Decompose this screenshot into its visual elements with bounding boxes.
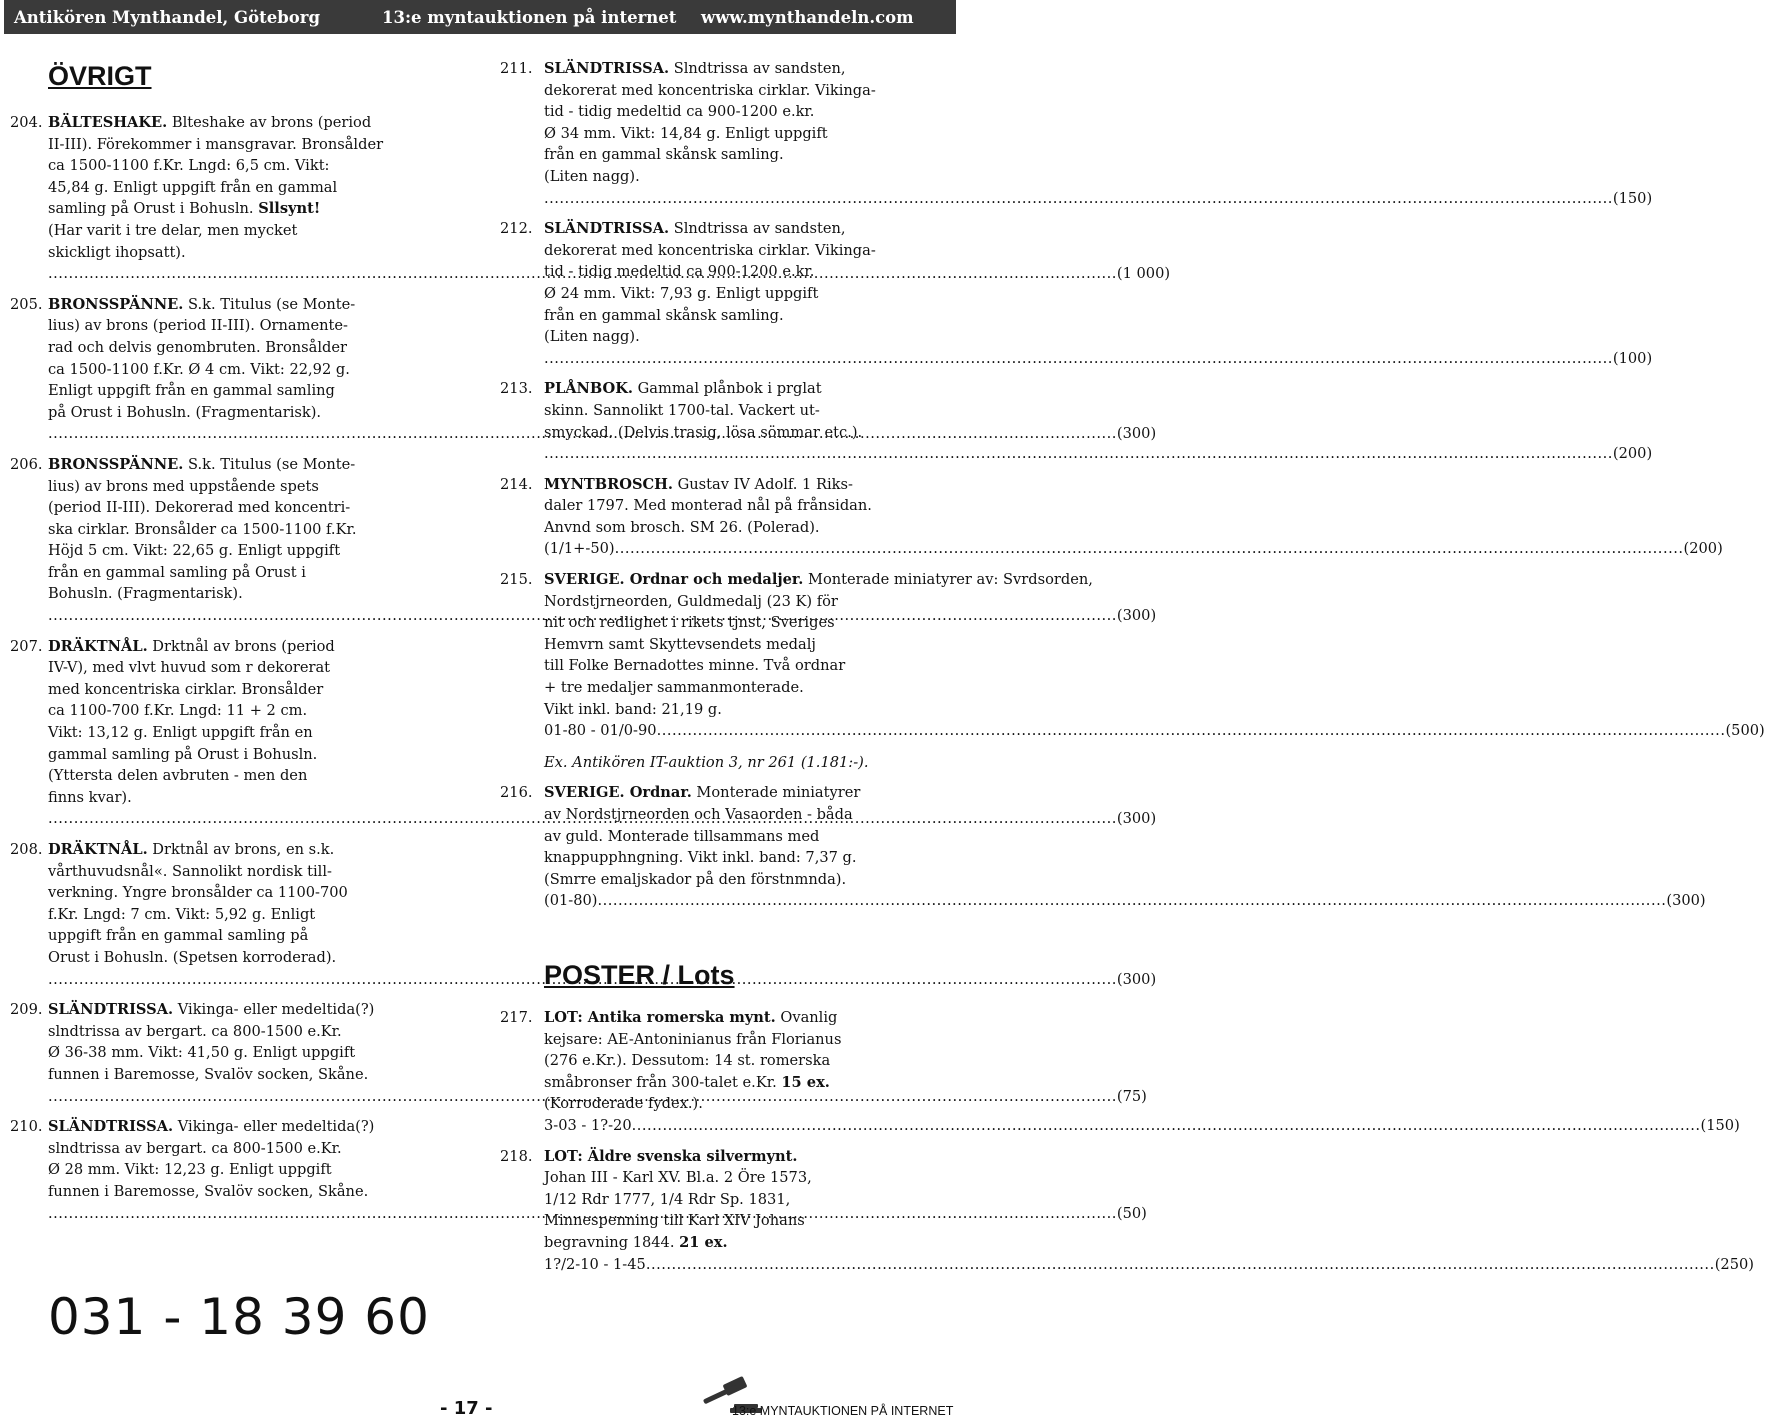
lot-estimate bbox=[544, 1254, 1754, 1276]
lot-line: skinn. Sannolikt 1700-tal. Vackert ut- bbox=[544, 401, 820, 419]
leader-dots bbox=[632, 1115, 1701, 1137]
lot-line: (Har varit i tre delar, men mycket bbox=[48, 221, 298, 239]
lot-text: begravning 1844. bbox=[544, 1233, 680, 1251]
lot-line: (276 e.Kr.). Dessutom: 14 st. romerska bbox=[544, 1052, 831, 1070]
leader-dots bbox=[597, 890, 1666, 912]
lot-number: 217. bbox=[500, 1008, 533, 1026]
lot-line: med koncentriska cirklar. Bronsålder bbox=[48, 680, 324, 698]
estimate-price: (200) bbox=[1683, 540, 1723, 558]
lot-line: (Yttersta delen avbruten - men den bbox=[48, 767, 308, 785]
lot-line: lius) av brons med uppstående spets bbox=[48, 477, 319, 495]
lot-description bbox=[544, 1007, 1740, 1137]
lot-line: lius) av brons (period II-III). Ornamente- bbox=[48, 317, 348, 335]
lot-line: Höjd 5 cm. Vikt: 22,65 g. Enligt uppgift bbox=[48, 542, 341, 560]
lot-line: (Liten nagg). bbox=[544, 328, 640, 346]
lot-line: slndtrissa av bergart. ca 800-1500 e.Kr. bbox=[48, 1139, 342, 1157]
lot-line: vårthuvudsnål«. Sannolikt nordisk till- bbox=[48, 862, 332, 880]
phone-number: 031 - 18 39 60 bbox=[48, 1288, 430, 1346]
lot-line: dekorerat med koncentriska cirklar. Vikinga- bbox=[544, 81, 876, 99]
section-title-poster-lots: POSTER / Lots bbox=[544, 959, 735, 990]
lot-number: 212. bbox=[500, 220, 533, 238]
lot-text: Vikinga- eller medeltida(?) bbox=[173, 1118, 375, 1136]
lot-line: Vikt: 13,12 g. Enligt uppgift från en bbox=[48, 724, 313, 742]
lot-text: Blteshake av brons (period bbox=[167, 114, 372, 131]
lot-line: Ø 34 mm. Vikt: 14,84 g. Enligt uppgift bbox=[544, 124, 828, 142]
page-number: - 17 - bbox=[440, 1398, 493, 1419]
lot-line bbox=[544, 1072, 1740, 1094]
lot-number: 204. bbox=[10, 114, 43, 131]
header-website: www.mynthandeln.com bbox=[701, 8, 914, 27]
lot-title: LOT: Äldre svenska silvermynt. bbox=[544, 1147, 798, 1165]
lot-line: Ø 24 mm. Vikt: 7,93 g. Enligt uppgift bbox=[544, 284, 819, 302]
lot-number: 214. bbox=[500, 475, 533, 493]
estimate-price: (200) bbox=[1612, 445, 1653, 463]
estimate-code: (01-80) bbox=[544, 892, 598, 910]
lot-line: på Orust i Bohusln. (Fragmentarisk). bbox=[48, 403, 322, 421]
lot-line: tid - tidig medeltid ca 900-1200 e.kr. bbox=[544, 263, 815, 281]
lot-line bbox=[544, 1007, 1740, 1029]
lot-text: samling på Orust i Bohusln. bbox=[48, 200, 259, 218]
lot-estimate bbox=[544, 538, 1723, 560]
lot-line: smyckad. (Delvis trasig, lösa sömmar etc.). bbox=[544, 423, 863, 441]
lot-description bbox=[544, 569, 1765, 773]
lot-line: (Smrre emaljskador på den förstnmnda). bbox=[544, 870, 847, 888]
header-auction-title: 13:e myntauktionen på internet bbox=[382, 8, 677, 27]
estimate-price: (150) bbox=[1700, 1116, 1740, 1134]
lot-number: 218. bbox=[500, 1147, 533, 1165]
estimate-code: (1/1+-50) bbox=[544, 540, 615, 558]
lot-description bbox=[544, 218, 1652, 369]
estimate-price: (150) bbox=[1612, 189, 1653, 207]
estimate-code: 01-80 - 01/0-90 bbox=[544, 722, 657, 740]
lot-line: + tre medaljer sammanmonterade. bbox=[544, 679, 804, 697]
estimate-code: 3-03 - 1?-20 bbox=[544, 1116, 632, 1134]
lot-text: Slndtrissa av sandsten, bbox=[669, 220, 846, 238]
estimate-price: (100) bbox=[1612, 349, 1653, 367]
estimate-price: (75) bbox=[1116, 1087, 1147, 1105]
estimate-price: (50) bbox=[1116, 1204, 1147, 1222]
lot-text: Gustav IV Adolf. 1 Riks- bbox=[672, 475, 853, 493]
lot-title: MYNTBROSCH. bbox=[544, 475, 673, 493]
leader-dots bbox=[544, 443, 1613, 465]
lot-line: verkning. Yngre bronsålder ca 1100-700 bbox=[48, 884, 348, 902]
lot-line: 45,84 g. Enligt uppgift från en gammal bbox=[48, 178, 338, 196]
lot-line bbox=[544, 218, 1652, 240]
lot-line bbox=[544, 378, 1652, 400]
lot-title: SLÄNDTRISSA. bbox=[544, 220, 670, 238]
estimate-price: (300) bbox=[1116, 970, 1157, 988]
lot-text: S.k. Titulus (se Monte- bbox=[183, 295, 356, 313]
lot-title: SVERIGE. Ordnar och medaljer. bbox=[544, 571, 804, 589]
lot-line: till Folke Bernadottes minne. Två ordnar bbox=[544, 657, 846, 675]
lot-line: ca 1500-1100 f.Kr. Ø 4 cm. Vikt: 22,92 g. bbox=[48, 360, 350, 378]
lot-line bbox=[544, 1146, 1754, 1168]
lot-number: 205. bbox=[10, 295, 43, 313]
page-header bbox=[4, 0, 956, 34]
lot-text: Gammal plånbok i prglat bbox=[632, 380, 822, 398]
lot-line: nit och redlighet i rikets tjnst, Sveriges bbox=[544, 614, 835, 632]
lot-line: tid - tidig medeltid ca 900-1200 e.kr. bbox=[544, 103, 815, 121]
lot-description bbox=[544, 474, 1723, 560]
lot-line: Minnespenning till Karl XIV Johans bbox=[544, 1212, 805, 1230]
lot-description bbox=[544, 782, 1706, 912]
leader-dots bbox=[646, 1254, 1715, 1276]
lot-text: Ovanlig bbox=[775, 1008, 838, 1026]
leader-dots bbox=[544, 348, 1613, 370]
lot-title: BÄLTESHAKE. bbox=[48, 114, 168, 131]
lot-line: Johan III - Karl XV. Bl.a. 2 Öre 1573, bbox=[544, 1169, 812, 1187]
lot-line bbox=[544, 782, 1706, 804]
footer-brand: 13:e MYNTAUKTIONEN PÅ INTERNET bbox=[732, 1404, 954, 1418]
lot-highlight: 21 ex. bbox=[679, 1233, 728, 1251]
section-title-ovrigt: ÖVRIGT bbox=[48, 61, 152, 91]
estimate-price: (300) bbox=[1116, 607, 1157, 625]
lot-line: från en gammal skånsk samling. bbox=[544, 146, 784, 164]
provenance-note: Ex. Antikören IT-auktion 3, nr 261 (1.181:-). bbox=[544, 753, 869, 771]
lot-line: Ø 36-38 mm. Vikt: 41,50 g. Enligt uppgift bbox=[48, 1044, 356, 1062]
estimate-price: (300) bbox=[1116, 425, 1157, 443]
lot-estimate bbox=[544, 890, 1706, 912]
lot-title: PLÅNBOK. bbox=[544, 380, 633, 398]
lot-number: 206. bbox=[10, 455, 43, 473]
lot-description bbox=[544, 1146, 1754, 1276]
lot-line: funnen i Baremosse, Svalöv socken, Skåne. bbox=[48, 1182, 369, 1200]
lot-line: 1/12 Rdr 1777, 1/4 Rdr Sp. 1831, bbox=[544, 1190, 791, 1208]
lot-number: 211. bbox=[500, 60, 533, 77]
lot-text: Slndtrissa av sandsten, bbox=[669, 60, 846, 77]
lot-text: småbronser från 300-talet e.Kr. bbox=[544, 1073, 782, 1091]
estimate-price: (300) bbox=[1116, 810, 1157, 828]
lot-title: SVERIGE. Ordnar. bbox=[544, 784, 692, 802]
lot-description bbox=[544, 58, 1652, 209]
lot-line: f.Kr. Lngd: 7 cm. Vikt: 5,92 g. Enligt bbox=[48, 905, 316, 923]
lot-text: Vikinga- eller medeltida(?) bbox=[173, 1001, 375, 1019]
lot-estimate bbox=[544, 348, 1652, 370]
leader-dots bbox=[657, 720, 1726, 742]
lot-line: (Korroderade fydex.). bbox=[544, 1095, 703, 1113]
lot-line bbox=[544, 474, 1723, 496]
lot-line: Orust i Bohusln. (Spetsen korroderad). bbox=[48, 948, 337, 966]
lot-line: ca 1500-1100 f.Kr. Lngd: 6,5 cm. Vikt: bbox=[48, 157, 330, 175]
lot-line bbox=[544, 569, 1765, 591]
lot-line: kejsare: AE-Antoninianus från Florianus bbox=[544, 1030, 842, 1048]
lot-estimate bbox=[544, 720, 1765, 742]
lot-number: 208. bbox=[10, 841, 43, 858]
lot-estimate bbox=[544, 1115, 1740, 1137]
lot-line: uppgift från en gammal samling på bbox=[48, 927, 309, 945]
lot-line: av Nordstjrneorden och Vasaorden - båda bbox=[544, 806, 853, 823]
lot-line: från en gammal samling på Orust i bbox=[48, 563, 306, 581]
lot-item bbox=[500, 1146, 1754, 1276]
lot-line: Enligt uppgift från en gammal samling bbox=[48, 382, 335, 400]
lot-line: Ø 28 mm. Vikt: 12,23 g. Enligt uppgift bbox=[48, 1161, 332, 1179]
lot-title: LOT: Antika romerska mynt. bbox=[544, 1008, 776, 1026]
lot-text: Monterade miniatyrer av: Svrdsorden, bbox=[803, 571, 1093, 589]
lot-number: 210. bbox=[10, 1118, 43, 1136]
estimate-price: (250) bbox=[1714, 1255, 1754, 1273]
lot-text: Monterade miniatyrer bbox=[691, 784, 861, 802]
lot-text: S.k. Titulus (se Monte- bbox=[183, 455, 356, 473]
lot-line: Hemvrn samt Skyttevsendets medalj bbox=[544, 635, 816, 653]
lot-number: 213. bbox=[500, 380, 533, 398]
lot-estimate bbox=[544, 188, 1652, 210]
leader-dots bbox=[615, 538, 1684, 560]
lot-line bbox=[544, 58, 1652, 80]
lot-line: dekorerat med koncentriska cirklar. Vikinga- bbox=[544, 241, 876, 259]
lot-line: Nordstjrneorden, Guldmedalj (23 K) för bbox=[544, 592, 838, 610]
lot-number: 207. bbox=[10, 637, 43, 655]
lot-line: ca 1100-700 f.Kr. Lngd: 11 + 2 cm. bbox=[48, 702, 308, 720]
lot-text: Drktnål av brons (period bbox=[147, 637, 335, 655]
lot-line: IV-V), med vlvt huvud som r dekorerat bbox=[48, 659, 331, 677]
lot-title: BRONSSPÄNNE. bbox=[48, 295, 184, 313]
lot-line: funnen i Baremosse, Svalöv socken, Skåne. bbox=[48, 1065, 369, 1083]
lot-line: slndtrissa av bergart. ca 800-1500 e.Kr. bbox=[48, 1022, 342, 1040]
lot-estimate bbox=[544, 443, 1652, 465]
lot-title: SLÄNDTRISSA. bbox=[544, 60, 670, 77]
estimate-price: (500) bbox=[1725, 722, 1765, 740]
lot-line: från en gammal skånsk samling. bbox=[544, 306, 784, 324]
lot-line: gammal samling på Orust i Bohusln. bbox=[48, 745, 318, 763]
lot-item bbox=[500, 782, 1706, 912]
lot-line: knappupphngning. Vikt inkl. band: 7,37 g. bbox=[544, 849, 857, 867]
lot-description bbox=[544, 378, 1652, 464]
lot-title: BRONSSPÄNNE. bbox=[48, 455, 184, 473]
leader-dots bbox=[544, 188, 1613, 210]
lot-line: II-III). Förekommer i mansgravar. Bronsålder bbox=[48, 135, 384, 153]
lot-text: Drktnål av brons, en s.k. bbox=[147, 841, 335, 858]
lot-highlight: Sllsynt! bbox=[258, 200, 321, 218]
lot-number: 215. bbox=[500, 571, 533, 589]
lot-line: Vikt inkl. band: 21,19 g. bbox=[544, 700, 722, 718]
lot-title: SLÄNDTRISSA. bbox=[48, 1118, 174, 1136]
lot-line: (period II-III). Dekorerad med koncentri- bbox=[48, 499, 351, 517]
lot-line bbox=[544, 1232, 1754, 1254]
estimate-price: (1 000) bbox=[1116, 265, 1171, 283]
lot-line: av guld. Monterade tillsammans med bbox=[544, 827, 820, 845]
lot-title: SLÄNDTRISSA. bbox=[48, 1001, 174, 1019]
estimate-code: 1?/2-10 - 1-45 bbox=[544, 1255, 646, 1273]
lot-line: skickligt ihopsatt). bbox=[48, 243, 186, 261]
lot-line: (Liten nagg). bbox=[544, 167, 640, 185]
lot-line: Bohusln. (Fragmentarisk). bbox=[48, 585, 243, 603]
estimate-price: (300) bbox=[1666, 892, 1706, 910]
lot-title: DRÄKTNÅL. bbox=[48, 637, 148, 655]
lot-line: finns kvar). bbox=[48, 788, 132, 806]
lot-number: 216. bbox=[500, 784, 533, 802]
lot-line: daler 1797. Med monterad nål på frånsidan. bbox=[544, 497, 872, 515]
lot-highlight: 15 ex. bbox=[781, 1073, 830, 1091]
lot-title: DRÄKTNÅL. bbox=[48, 841, 148, 858]
lot-line: rad och delvis genombruten. Bronsålder bbox=[48, 338, 347, 356]
lot-item bbox=[500, 474, 1723, 560]
lot-line: ska cirklar. Bronsålder ca 1500-1100 f.Kr. bbox=[48, 520, 357, 538]
lot-number: 209. bbox=[10, 1001, 43, 1019]
header-shop-name: Antikören Mynthandel, Göteborg bbox=[14, 8, 320, 27]
lot-item bbox=[500, 58, 1653, 209]
lot-line: Anvnd som brosch. SM 26. (Polerad). bbox=[544, 518, 820, 536]
